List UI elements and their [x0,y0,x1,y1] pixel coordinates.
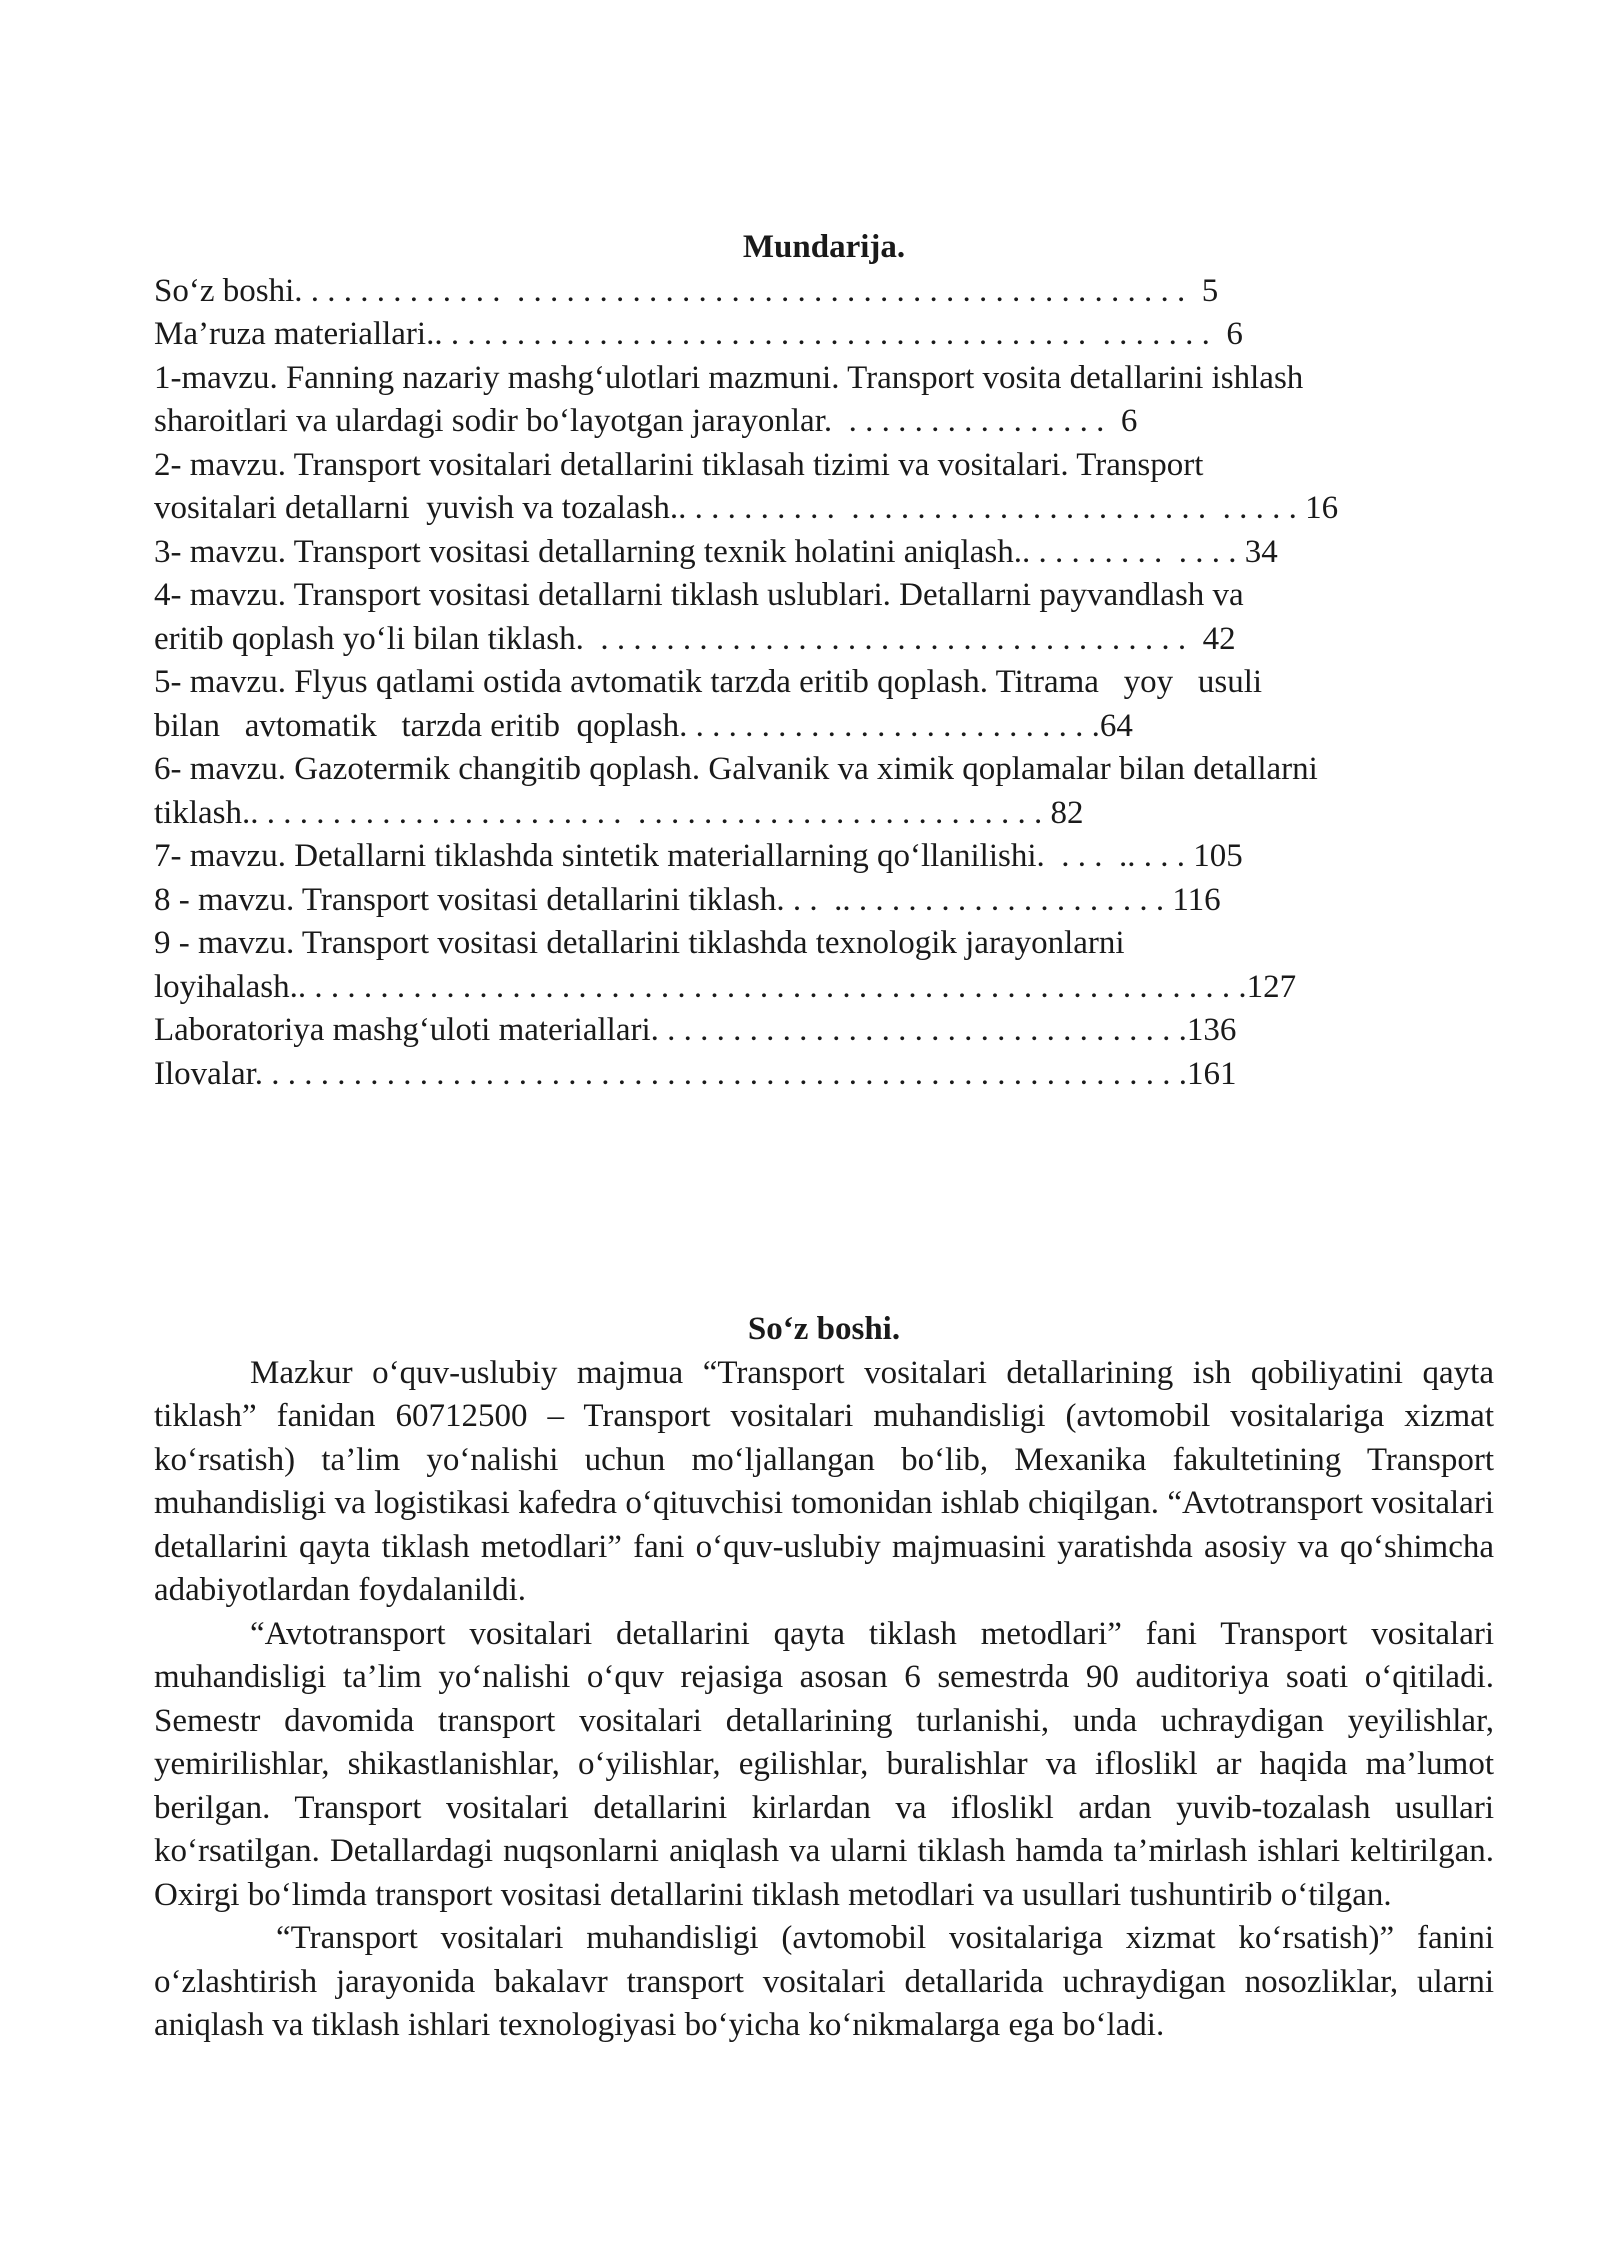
toc-line: bilan avtomatik tarzda eritib qoplash. . . . . . . . . . . . . . . . . . . . . . . . . .64 [154,707,1133,744]
toc-line: 1-mavzu. Fanning nazariy mashg‘ulotlari mazmuni. Transport vosita detallarini ishlash [154,359,1304,396]
toc-line: 9 - mavzu. Transport vositasi detallarini tiklashda texnologik jarayonlarni [154,925,1125,961]
toc-line: 2- mavzu. Transport vositalari detallarini tiklasah tizimi va vositalari. Transport [154,446,1204,483]
toc-line: loyihalash.. . . . . . . . . . . . . . . . . . . . . . . . . . . . . . . . . . . . . . . . . . . . . . . . . . . . . . . . . .127 [154,968,1297,1005]
toc-line: eritib qoplash yo‘li bilan tiklash. . . . . . . . . . . . . . . . . . . . . . . . . . . . . . . . . . . . . 42 [154,620,1236,657]
toc-line: 6- mavzu. Gazotermik changitib qoplash. Galvanik va ximik qoplamalar bilan detallarni [154,751,1318,787]
toc-line: Ilovalar. . . . . . . . . . . . . . . . . . . . . . . . . . . . . . . . . . . . . . . . . . . . . . . . . . . . . . . . .161 [154,1055,1237,1092]
toc-line: 4- mavzu. Transport vositasi detallarni tiklash uslublari. Detallarni payvandlash va [154,577,1244,613]
table-of-contents [154,270,1494,1097]
toc-line: vositalari detallarni yuvish va tozalash.. . . . . . . . . . . . . . . . . . . . . . . . . . . . . . . . . . . . . 16 [154,490,1339,526]
toc-line: Ma’ruza materiallari.. . . . . . . . . . . . . . . . . . . . . . . . . . . . . . . . . . . . . . . . . . . . . . . 6 [154,316,1243,352]
toc-title: Mundarija. [742,229,906,265]
section-spacer [154,1096,1494,1308]
toc-line: 7- mavzu. Detallarni tiklashda sintetik materiallarning qo‘llanilishi. . . . .. . . . 105 [154,838,1243,874]
toc-line: 5- mavzu. Flyus qatlami ostida avtomatik tarzda eritib qoplash. Titrama yoy usuli [154,664,1263,700]
toc-line: Laboratoriya mashg‘uloti materiallari. . . . . . . . . . . . . . . . . . . . . . . . . . . . . . . . .136 [154,1012,1237,1048]
preface-title: So‘z boshi. [747,1311,901,1347]
toc-line: tiklash.. . . . . . . . . . . . . . . . . . . . . . . . . . . . . . . . . . . . . . . . . . . . . . . . 82 [154,794,1084,831]
toc-line: So‘z boshi. . . . . . . . . . . . . . . . . . . . . . . . . . . . . . . . . . . . . . . . . . . . . . . . . . . . . . 5 [154,272,1219,309]
preface-paragraph: “Transport vositalari muhandisligi (avtomobil vositalariga xizmat ko‘rsatish)” fanini o‘zlashtirish jarayonida bakalavr transport vositalari detallarida uchraydigan nosozliklar, ularni aniqlash va tiklash ishlari texnologiyasi bo‘yicha ko‘nikmalarga ega bo‘ladi. [154,1920,1494,2043]
toc-line: sharoitlari va ulardagi sodir bo‘layotgan jarayonlar. . . . . . . . . . . . . . . . . 6 [154,403,1138,439]
document-page [154,226,1494,2048]
preface-paragraph: “Avtotransport vositalari detallarini qayta tiklash metodlari” fani Transport vositalari muhandisligi ta’lim yo‘nalishi o‘quv rejasiga asosan 6 semestrda 90 auditoriya soati o‘qitiladi. Semestr davomida transport vositalari detallarining turlanishi, unda uchraydigan yeyilishlar, yemirilishlar, shikastlanishlar, o‘yilishlar, egilishlar, buralishlar va ifloslikl ar haqida ma’lumot berilgan. Transport vositalari detallarini kirlardan va ifloslikl ardan yuvib-tozalash usullari ko‘rsatilgan. Detallardagi nuqsonlarni aniqlash va ularni tiklash hamda ta’mirlash ishlari keltirilgan. Oxirgi bo‘limda transport vositasi detallarini tiklash metodlari va usullari tushuntirib o‘tilgan. [154,1615,1494,1913]
preface-paragraph: Mazkur o‘quv-uslubiy majmua “Transport vositalari detallarining ish qobiliyatini qayta tiklash” fanidan 60712500 – Transport vositalari muhandisligi (avtomobil vositalariga xizmat ko‘rsatish) ta’lim yo‘nalishi uchun mo‘ljallangan bo‘lib, Mexanika fakultetining Transport muhandisligi va logistikasi kafedra o‘qituvchisi tomonidan ishlab chiqilgan. “Avtotransport vositalari detallarini qayta tiklash metodlari” fani o‘quv-uslubiy majmuasini yaratishda asosiy va qo‘shimcha adabiyotlardan foydalanildi. [154,1354,1494,1608]
toc-line: 3- mavzu. Transport vositasi detallarning texnik holatini aniqlash.. . . . . . . . . . . . . 34 [154,533,1278,570]
toc-line: 8 - mavzu. Transport vositasi detallarini tiklash. . . .. . . . . . . . . . . . . . . . . . . . 116 [154,881,1221,918]
